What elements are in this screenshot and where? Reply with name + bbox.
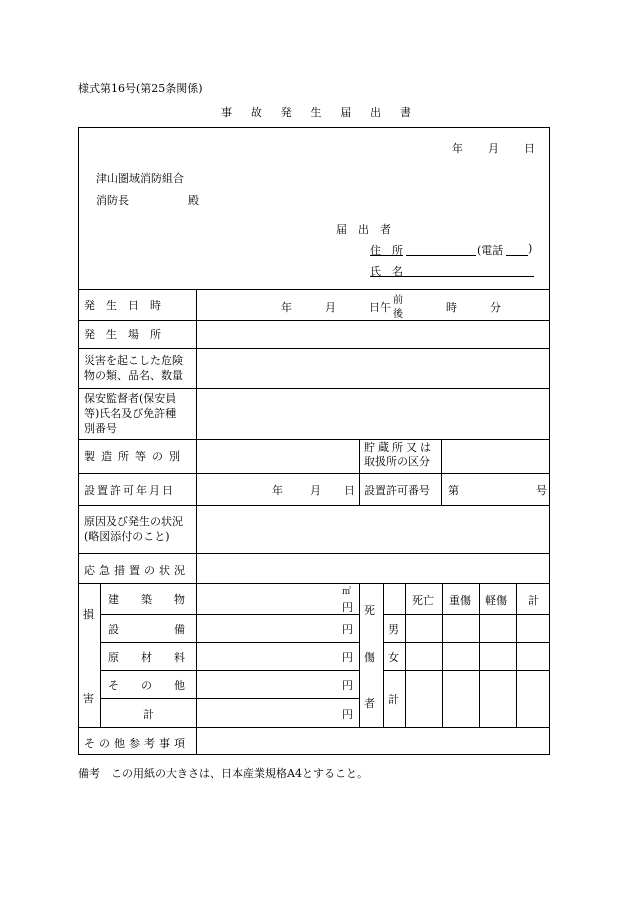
damage-value-materials[interactable] (197, 643, 337, 670)
occur-place-field[interactable] (197, 321, 550, 348)
damage-side-top: 損 (83, 608, 94, 621)
damage-unit: 円 (342, 651, 353, 664)
damage-value-total[interactable] (197, 699, 337, 727)
damage-unit: 円 (342, 708, 353, 721)
title-char: 生 (310, 106, 322, 119)
footer-note: 備考 この用紙の大きさは、日本産業規格A4とすること。 (78, 767, 368, 780)
damage-item-total: 計 (143, 708, 154, 721)
label-facility-type: 製造所等の別 (84, 450, 186, 463)
address-field[interactable] (370, 242, 534, 256)
date-year: 年 (452, 142, 463, 155)
label-emergency: 応急措置の状況 (84, 564, 189, 577)
casualty-cell[interactable] (406, 615, 442, 642)
casualty-row-female: 女 (388, 651, 399, 664)
damage-value-equipment[interactable] (197, 615, 337, 642)
permit-date-field[interactable]: 年 月 日 (272, 484, 355, 497)
page-title (221, 104, 411, 120)
casualty-cell[interactable] (406, 643, 442, 670)
label-permit-date: 設置許可年月日 (84, 484, 175, 497)
label-permit-number: 設置許可番号 (364, 484, 430, 497)
damage-side-bottom: 害 (83, 692, 94, 705)
damage-item-other: そ の 他 (108, 679, 185, 692)
casualty-cell[interactable] (480, 671, 516, 727)
title-char: 出 (370, 106, 382, 119)
label-other-notes: その他参考事項 (84, 737, 189, 750)
phone-close: ) (528, 242, 533, 255)
supervisor-field[interactable] (197, 389, 550, 439)
phone-label: (電話 (477, 244, 504, 257)
damage-value-other[interactable] (197, 671, 337, 698)
casualty-cell[interactable] (517, 671, 550, 727)
casualty-side: 者 (364, 697, 375, 710)
casualty-cell[interactable] (480, 615, 516, 642)
casualty-header-total: 計 (528, 594, 539, 607)
damage-item-materials: 原 材 料 (108, 651, 185, 664)
casualty-cell[interactable] (443, 615, 479, 642)
applicant-label: 届 出 者 (336, 223, 391, 236)
label-cause: 原因及び発生の状況 (略図添付のこと) (84, 515, 183, 543)
damage-unit: 円 (342, 623, 353, 636)
casualty-cell[interactable] (443, 671, 479, 727)
label-occur-place: 発 生 場 所 (84, 328, 161, 341)
title-char: 故 (250, 106, 262, 119)
damage-value-building[interactable] (197, 584, 337, 614)
label-hazard: 災害を起こした危険 物の類、品名、数量 (84, 354, 183, 382)
other-notes-field[interactable] (197, 728, 550, 755)
title-char: 届 (340, 106, 352, 119)
casualty-cell[interactable] (517, 615, 550, 642)
form-number: 様式第16号(第25条関係) (78, 82, 203, 95)
name-label: 氏 名 (370, 265, 403, 278)
label-storage-class: 貯蔵所又は 取扱所の区分 (364, 441, 434, 468)
casualty-cell[interactable] (480, 643, 516, 670)
date-day: 日 (524, 142, 535, 155)
label-occur-datetime: 発 生 日 時 (84, 298, 161, 312)
casualty-header-death: 死亡 (412, 594, 434, 607)
recipient-title: 消防長 (96, 194, 129, 207)
damage-unit-area: ㎡ (342, 587, 352, 597)
damage-item-equipment: 設 備 (108, 623, 185, 636)
casualty-cell[interactable] (517, 643, 550, 670)
damage-unit: 円 (342, 679, 353, 692)
casualty-cell[interactable] (443, 643, 479, 670)
cause-field[interactable] (197, 506, 550, 553)
permit-number-field[interactable]: 第 号 (448, 484, 547, 497)
date-month: 月 (488, 142, 499, 155)
casualty-header-serious: 重傷 (449, 594, 471, 607)
address-label: 住 所 (370, 244, 403, 257)
casualty-cell[interactable] (406, 671, 442, 727)
casualty-row-total: 計 (388, 693, 399, 706)
casualty-header-minor: 軽傷 (485, 594, 507, 607)
casualty-row-male: 男 (388, 623, 399, 636)
occur-datetime-field[interactable]: 年 月 日 午 前 後 時 分 (281, 295, 501, 320)
storage-class-field[interactable] (442, 440, 550, 473)
hazard-field[interactable] (197, 349, 550, 388)
casualty-side: 傷 (364, 651, 375, 664)
title-char: 事 (221, 106, 232, 119)
honorific: 殿 (188, 194, 199, 207)
damage-unit: 円 (342, 601, 353, 614)
title-char: 書 (399, 106, 411, 119)
title-char: 発 (280, 106, 292, 119)
facility-type-field[interactable] (197, 440, 359, 473)
recipient-org: 津山圏域消防組合 (96, 172, 184, 185)
name-field[interactable] (370, 263, 534, 277)
damage-item-building: 建 築 物 (108, 593, 185, 606)
label-supervisor: 保安監督者(保安員 等)氏名及び免許種 別番号 (84, 392, 177, 435)
emergency-field[interactable] (197, 554, 550, 583)
casualty-side: 死 (364, 604, 375, 617)
